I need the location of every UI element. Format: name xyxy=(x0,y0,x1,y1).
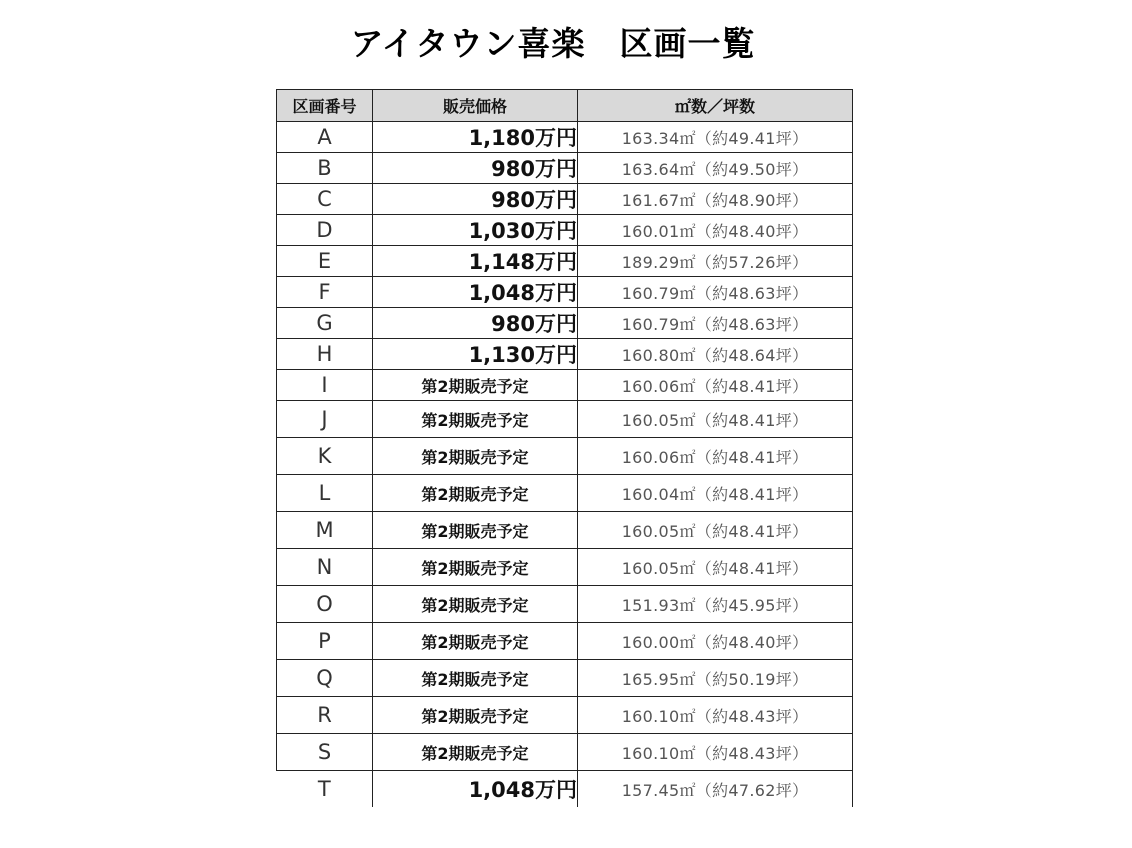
lot-cell: R xyxy=(277,697,373,734)
table-row xyxy=(277,475,853,512)
table-header-row xyxy=(277,90,853,122)
lot-cell: S xyxy=(277,734,373,771)
price-cell: 1,130万円 xyxy=(373,339,578,370)
lot-cell: P xyxy=(277,623,373,660)
price-cell: 第2期販売予定 xyxy=(373,370,578,401)
lot-cell: I xyxy=(277,370,373,401)
lot-cell: M xyxy=(277,512,373,549)
lot-cell: D xyxy=(277,215,373,246)
price-cell: 第2期販売予定 xyxy=(373,438,578,475)
area-cell: 157.45㎡（約47.62坪） xyxy=(578,771,853,808)
lot-cell: T xyxy=(277,771,373,808)
price-cell: 980万円 xyxy=(373,153,578,184)
lot-cell: O xyxy=(277,586,373,623)
table-row xyxy=(277,277,853,308)
lot-cell: K xyxy=(277,438,373,475)
area-cell: 160.10㎡（約48.43坪） xyxy=(578,697,853,734)
table-row xyxy=(277,771,853,808)
lot-cell: H xyxy=(277,339,373,370)
area-cell: 163.64㎡（約49.50坪） xyxy=(578,153,853,184)
price-cell: 第2期販売予定 xyxy=(373,401,578,438)
column-header-lot: 区画番号 xyxy=(277,90,373,122)
area-cell: 163.34㎡（約49.41坪） xyxy=(578,122,853,153)
lot-cell: Q xyxy=(277,660,373,697)
page-title: アイタウン喜楽 区画一覧 xyxy=(350,24,756,63)
lot-cell: J xyxy=(277,401,373,438)
area-cell: 160.05㎡（約48.41坪） xyxy=(578,512,853,549)
table-row xyxy=(277,401,853,438)
price-cell: 第2期販売予定 xyxy=(373,697,578,734)
area-cell: 160.01㎡（約48.40坪） xyxy=(578,215,853,246)
table-row xyxy=(277,339,853,370)
price-cell: 第2期販売予定 xyxy=(373,586,578,623)
price-cell: 第2期販売予定 xyxy=(373,623,578,660)
table-row xyxy=(277,512,853,549)
price-cell: 1,030万円 xyxy=(373,215,578,246)
area-cell: 160.00㎡（約48.40坪） xyxy=(578,623,853,660)
lot-cell: C xyxy=(277,184,373,215)
area-cell: 160.06㎡（約48.41坪） xyxy=(578,370,853,401)
area-cell: 160.80㎡（約48.64坪） xyxy=(578,339,853,370)
price-cell: 1,148万円 xyxy=(373,246,578,277)
table-row xyxy=(277,308,853,339)
price-cell: 第2期販売予定 xyxy=(373,475,578,512)
table-row xyxy=(277,697,853,734)
table-row xyxy=(277,215,853,246)
column-header-area: ㎡数／坪数 xyxy=(578,90,853,122)
price-cell: 1,048万円 xyxy=(373,277,578,308)
area-cell: 160.06㎡（約48.41坪） xyxy=(578,438,853,475)
price-cell: 第2期販売予定 xyxy=(373,512,578,549)
lot-cell: L xyxy=(277,475,373,512)
price-cell: 1,180万円 xyxy=(373,122,578,153)
lot-cell: N xyxy=(277,549,373,586)
price-cell: 1,048万円 xyxy=(373,771,578,808)
table-row xyxy=(277,246,853,277)
area-cell: 160.05㎡（約48.41坪） xyxy=(578,401,853,438)
table-row xyxy=(277,122,853,153)
area-cell: 189.29㎡（約57.26坪） xyxy=(578,246,853,277)
table-row xyxy=(277,370,853,401)
price-cell: 980万円 xyxy=(373,308,578,339)
area-cell: 165.95㎡（約50.19坪） xyxy=(578,660,853,697)
table-row xyxy=(277,660,853,697)
area-cell: 160.79㎡（約48.63坪） xyxy=(578,308,853,339)
table-row xyxy=(277,153,853,184)
area-cell: 161.67㎡（約48.90坪） xyxy=(578,184,853,215)
price-cell: 第2期販売予定 xyxy=(373,549,578,586)
area-cell: 160.04㎡（約48.41坪） xyxy=(578,475,853,512)
table-row xyxy=(277,586,853,623)
lot-cell: G xyxy=(277,308,373,339)
lot-table xyxy=(276,89,853,807)
price-cell: 第2期販売予定 xyxy=(373,660,578,697)
lot-cell: F xyxy=(277,277,373,308)
lot-cell: E xyxy=(277,246,373,277)
area-cell: 151.93㎡（約45.95坪） xyxy=(578,586,853,623)
price-cell: 980万円 xyxy=(373,184,578,215)
area-cell: 160.05㎡（約48.41坪） xyxy=(578,549,853,586)
column-header-price: 販売価格 xyxy=(373,90,578,122)
price-cell: 第2期販売予定 xyxy=(373,734,578,771)
area-cell: 160.79㎡（約48.63坪） xyxy=(578,277,853,308)
area-cell: 160.10㎡（約48.43坪） xyxy=(578,734,853,771)
table-row xyxy=(277,549,853,586)
lot-cell: A xyxy=(277,122,373,153)
table-row xyxy=(277,623,853,660)
table-row xyxy=(277,734,853,771)
lot-cell: B xyxy=(277,153,373,184)
table-row xyxy=(277,184,853,215)
table-row xyxy=(277,438,853,475)
